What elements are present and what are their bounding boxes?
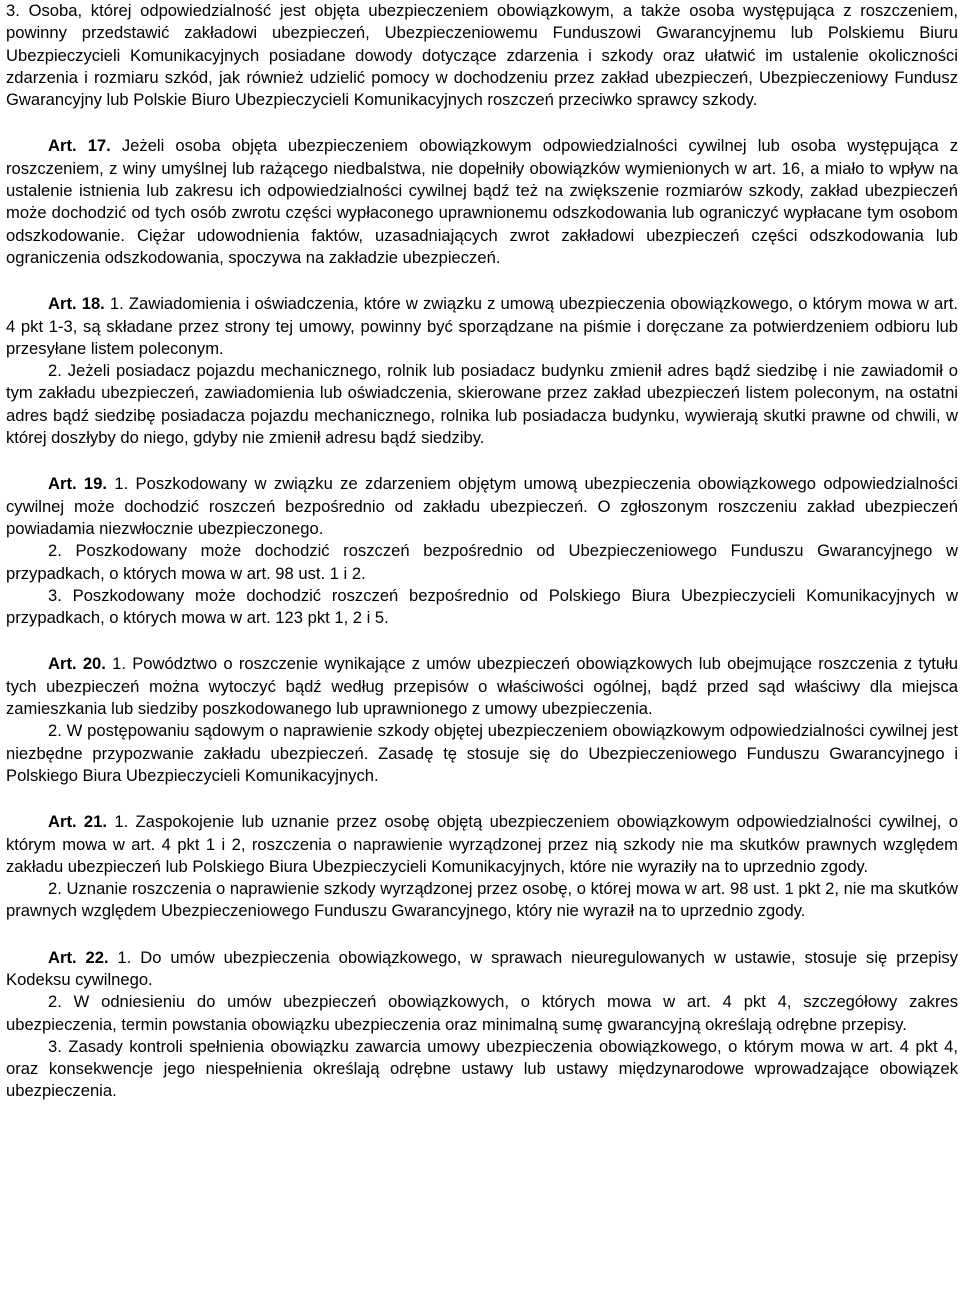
article-20-2: 2. W postępowaniu sądowym o naprawienie szkody objętej ubezpieczeniem obowiązkowym odpowiedzialności cywilnej jest niezbędne przypozwanie zakładu ubezpieczeń. Zasadę tę stosuje się do Ubezpieczeniowego Funduszu Gwarancyjnego i Polskiego Biura Ubezpieczycieli Komunikacyjnych. — [6, 721, 958, 785]
article-text: 1. Poszkodowany w związku ze zdarzeniem objętym umową ubezpieczenia obowiązkowego odpowiedzialności cywilnej może dochodzić roszczeń bezpośrednio od zakładu ubezpieczeń. O zgłoszonym roszczeniu zakład ubezpieczeń powiadamia niezwłocznie ubezpieczonego. — [6, 474, 958, 538]
article-number: Art. 20. — [48, 654, 106, 674]
article-text: Jeżeli osoba objęta ubezpieczeniem obowiązkowym odpowiedzialności cywilnej lub osoba występująca z roszczeniem, z winy umyślnej lub rażącego niedbalstwa, nie dopełniły obowiązków wymienionych w art. 16, a miało to wpływ na ustalenie istnienia lub zakresu ich odpowiedzialności cywilnej bądź też na zwiększenie rozmiarów szkody, zakład ubezpieczeń może dochodzić od tych osób zwrotu części wypłaconego uprawnionemu odszkodowania lub ograniczyć wypłacane tym osobom odszkodowanie. Ciężar udowodnienia faktów, uzasadniających zwrot zakładowi ubezpieczeń części odszkodowania lub ograniczenia odszkodowania, spoczywa na zakładzie ubezpieczeń. — [6, 136, 958, 267]
article-text: 1. Zawiadomienia i oświadczenia, które w związku z umową ubezpieczenia obowiązkowego, o którym mowa w art. 4 pkt 1-3, są składane przez strony tej umowy, powinny być sporządzane na piśmie i doręczane za potwierdzeniem odbioru lub przesyłane listem poleconym. — [6, 294, 958, 358]
article-18-1 — [6, 293, 958, 360]
paragraph-art16-3: 3. Osoba, której odpowiedzialność jest objęta ubezpieczeniem obowiązkowym, a także osoba występująca z roszczeniem, powinny przedstawić zakładowi ubezpieczeń, Ubezpieczeniowemu Funduszowi Gwarancyjnemu lub Polskiemu Biuru Ubezpieczycieli Komunikacyjnych posiadane dowody dotyczące zdarzenia i szkody oraz ułatwić im ustalenie okoliczności zdarzenia i rozmiaru szkód, jak również udzielić pomocy w dochodzeniu przez zakład ubezpieczeń, Ubezpieczeniowy Fundusz Gwarancyjny lub Polskie Biuro Ubezpieczycieli Komunikacyjnych roszczeń przeciwko sprawcy szkody. — [6, 1, 958, 110]
article-22-2: 2. W odniesieniu do umów ubezpieczeń obowiązkowych, o których mowa w art. 4 pkt 4, szczegółowy zakres ubezpieczenia, termin powstania obowiązku ubezpieczenia oraz minimalną sumę gwarancyjną określają odrębne przepisy. — [6, 992, 958, 1034]
article-19-1 — [6, 473, 958, 540]
article-21-1 — [6, 811, 958, 878]
article-22-3: 3. Zasady kontroli spełnienia obowiązku zawarcia umowy ubezpieczenia obowiązkowego, o którym mowa w art. 4 pkt 4, oraz konsekwencje jego niespełnienia określają odrębne ustawy lub ustawy międzynarodowe wprowadzające obowiązek ubezpieczenia. — [6, 1036, 958, 1101]
article-number: Art. 18. — [48, 294, 105, 314]
article-number: Art. 19. — [48, 474, 107, 494]
article-19-2: 2. Poszkodowany może dochodzić roszczeń bezpośrednio od Ubezpieczeniowego Funduszu Gwarancyjnego w przypadkach, o których mowa w art. 98 ust. 1 i 2. — [6, 541, 958, 583]
article-number: Art. 17. — [48, 136, 111, 156]
article-22-1 — [6, 947, 958, 992]
article-text: 1. Do umów ubezpieczenia obowiązkowego, w sprawach nieuregulowanych w ustawie, stosuje się przepisy Kodeksu cywilnego. — [6, 947, 958, 989]
article-21-2: 2. Uznanie roszczenia o naprawienie szkody wyrządzonej przez osobę, o której mowa w art. 98 ust. 1 pkt 2, nie ma skutków prawnych względem Ubezpieczeniowego Funduszu Gwarancyjnego, który nie wyraził na to uprzednio zgody. — [6, 879, 958, 921]
article-17 — [6, 135, 958, 269]
document-page — [6, 0, 958, 1103]
article-text: 1. Zaspokojenie lub uznanie przez osobę objętą ubezpieczeniem obowiązkowym odpowiedzialności cywilnej, o którym mowa w art. 4 pkt 1 i 2, roszczenia o naprawienie wyrządzonej przez nią szkody nie ma skutków prawnych względem zakładu ubezpieczeń lub Polskiego Biura Ubezpieczycieli Komunikacyjnych, które nie wyraziły na to uprzednio zgody. — [6, 812, 958, 876]
article-text: 1. Powództwo o roszczenie wynikające z umów ubezpieczeń obowiązkowych lub obejmujące roszczenia z tytułu tych ubezpieczeń można wytoczyć bądź według przepisów o właściwości ogólnej, bądź przed sąd właściwy dla miejsca zamieszkania lub siedziby poszkodowanego lub uprawnionego z umowy ubezpieczenia. — [6, 654, 958, 719]
article-number: Art. 21. — [48, 812, 107, 832]
article-18-2: 2. Jeżeli posiadacz pojazdu mechanicznego, rolnik lub posiadacz budynku zmienił adres bądź siedzibę i nie zawiadomił o tym zakładu ubezpieczeń, zawiadomienia lub oświadczenia, skierowane przez zakład ubezpieczeń listem poleconym, na ostatni adres bądź siedzibę posiadacza pojazdu mechanicznego, rolnika lub posiadacza budynku, wywierają skutki prawne od chwili, w której doszłyby do niego, gdyby nie zmienił adresu bądź siedziby. — [6, 361, 958, 448]
article-19-3: 3. Poszkodowany może dochodzić roszczeń bezpośrednio od Polskiego Biura Ubezpieczycieli Komunikacyjnych w przypadkach, o których mowa w art. 123 pkt 1, 2 i 5. — [6, 585, 958, 628]
article-number: Art. 22. — [48, 947, 109, 967]
article-20-1 — [6, 653, 958, 720]
